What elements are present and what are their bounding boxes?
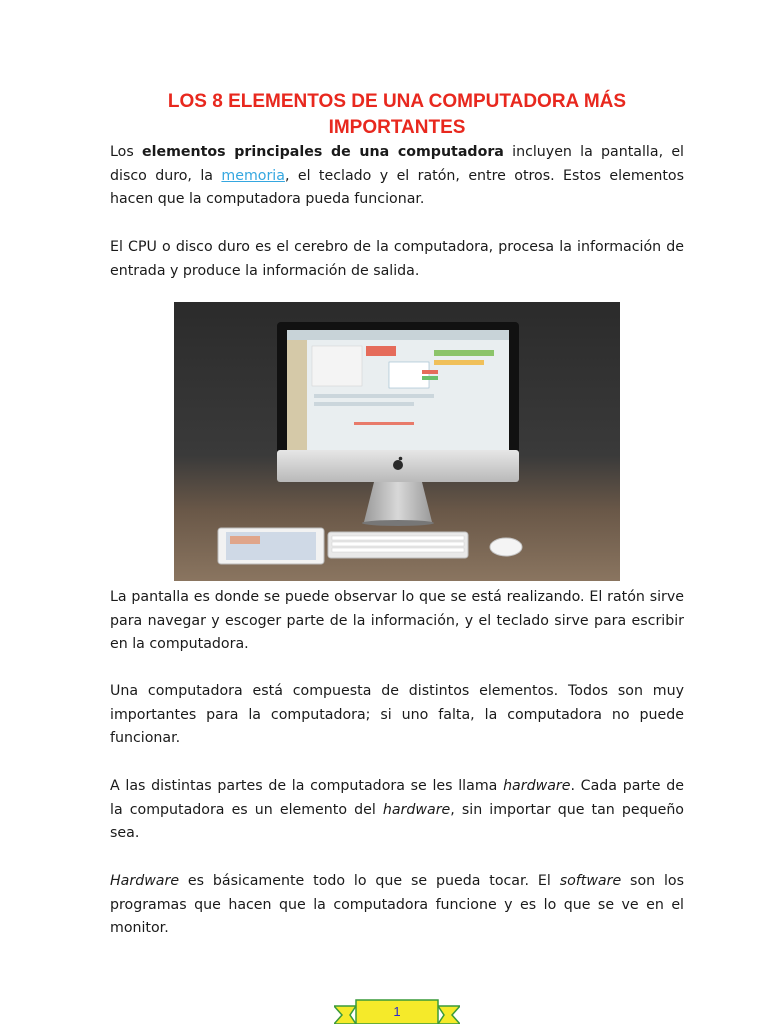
page-title: LOS 8 ELEMENTOS DE UNA COMPUTADORA MÁS IMPORTANTES: [167, 91, 627, 138]
paragraph-software: [110, 870, 684, 941]
imac-illustration: [174, 302, 620, 581]
text-run: , sin importar que tan pequeño sea.: [110, 801, 684, 841]
ribbon-right-icon: [438, 1006, 460, 1024]
text-run: A las distintas partes de la computadora se les llama: [110, 778, 504, 794]
ribbon-left-icon: [334, 1006, 356, 1024]
italic-text: software: [559, 873, 622, 889]
computer-photo: [174, 302, 620, 581]
text-run: incluyen la pantalla, el disco duro, la: [110, 144, 684, 184]
paragraph-screen-mouse: La pantalla es donde se puede observar lo que se está realizando. El ratón sirve para navegar y escoger parte de la información, y el teclado sirve para escribir en la computadora.: [110, 589, 684, 652]
page-number: 1: [393, 1004, 401, 1019]
text-run: . Cada parte de la computadora es un elemento del: [110, 778, 684, 818]
paragraph-cpu: El CPU o disco duro es el cerebro de la computadora, procesa la información de entrada y produce la información de salida.: [110, 239, 684, 279]
text-run: Los: [110, 144, 142, 160]
text-run: , el teclado y el ratón, entre otros. Estos elementos hacen que la computadora pueda funcionar.: [110, 167, 684, 207]
memoria-link[interactable]: memoria: [221, 167, 285, 184]
text-run: son los programas que hacen que la computadora funcione y es lo que se ve en el monitor.: [110, 873, 684, 936]
italic-text: Hardware: [110, 873, 180, 889]
paragraph-elements: Una computadora está compuesta de distintos elementos. Todos son muy importantes para la computadora; si uno falta, la computadora no puede funcionar.: [110, 683, 684, 746]
paragraph-hardware: [110, 775, 684, 846]
text-run: es básicamente todo lo que se pueda tocar. El: [179, 873, 560, 889]
paragraph-intro: [110, 141, 684, 212]
italic-text: hardware: [503, 778, 571, 794]
bold-text: elementos principales de una computadora: [141, 144, 504, 160]
italic-text: hardware: [382, 801, 451, 818]
